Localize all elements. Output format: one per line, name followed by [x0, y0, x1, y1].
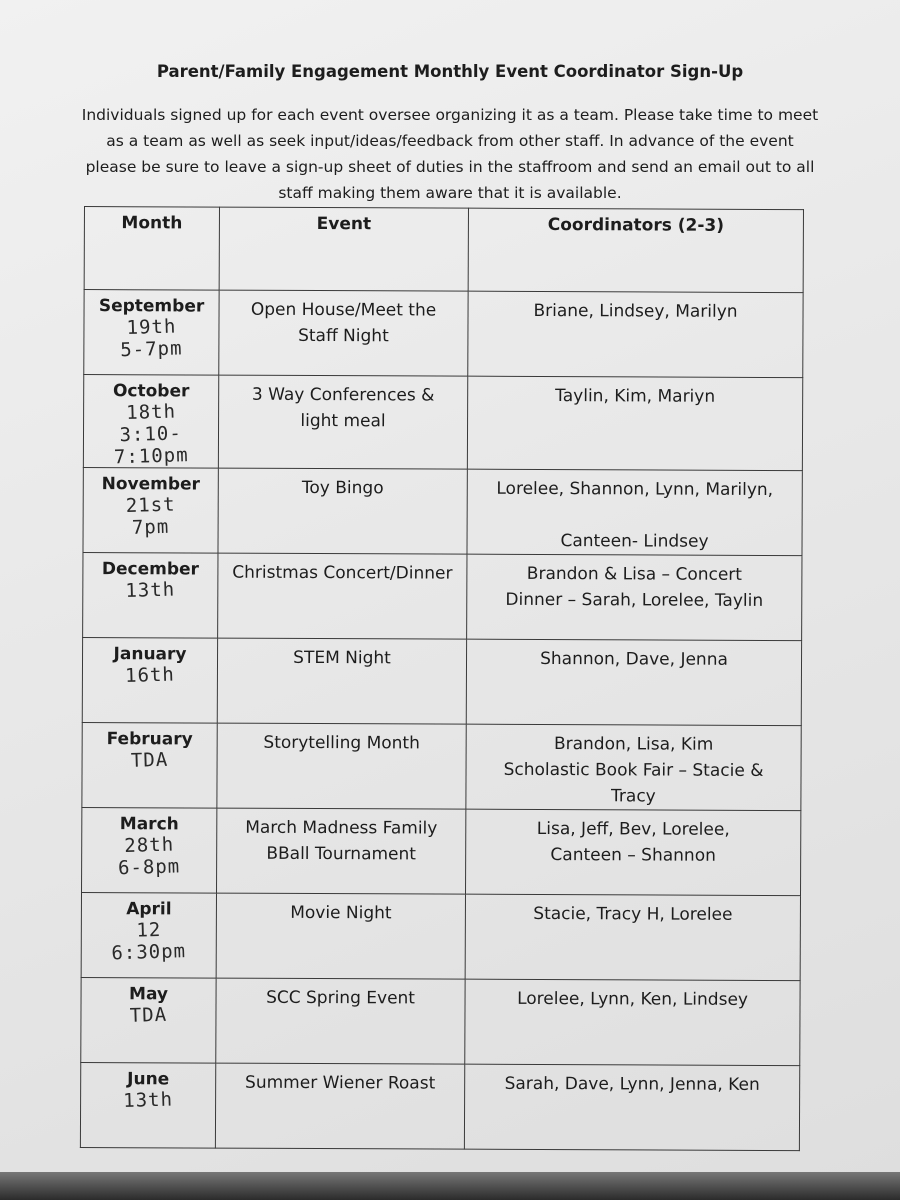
coordinators-line-2: [467, 672, 801, 699]
document-title: Parent/Family Engagement Monthly Event Coordinator Sign-Up: [156, 62, 744, 81]
event-line-1: Christmas Concert/Dinner: [232, 562, 453, 584]
month-label: April: [126, 899, 172, 920]
coordinators-list: [466, 731, 800, 810]
coordinators-line-2: [468, 409, 802, 436]
month-cell: [83, 375, 218, 469]
coordinators-cell: [467, 469, 802, 555]
month-label: November: [101, 474, 200, 495]
coordinators-cell: [467, 376, 802, 470]
coordinators-cell: [466, 724, 801, 810]
event-line-2: [218, 671, 466, 698]
handwritten-time: [82, 769, 217, 795]
handwritten-date: TDA: [130, 748, 169, 772]
coordinators-line-3: [467, 698, 801, 725]
coordinators-line-1: Brandon, Lisa, Kim: [553, 734, 714, 755]
intro-paragraph: Individuals signed up for each event oversee organizing it as a team. Please take time to meet as a team as well as seek input/ideas/feedback from other staff. In advance of the event please be sure to leave a sign-up sheet of duties in the staffroom and send an email out to all staff making them aware that it is available.: [81, 106, 819, 202]
coordinators-line-3: Tracy: [611, 786, 656, 807]
event-cell: [215, 1063, 464, 1149]
table-header-row: [84, 207, 803, 293]
table-row: [82, 722, 801, 810]
event-cell: [216, 893, 465, 979]
month-label: January: [113, 644, 187, 665]
month-label: February: [106, 729, 193, 750]
month-cell: [82, 807, 217, 893]
handwritten-time: [81, 1024, 216, 1050]
handwritten-date: 19th: [126, 315, 177, 340]
event-cell: [218, 468, 467, 554]
event-cell: [219, 290, 468, 376]
event-line-2: [217, 926, 465, 953]
coordinators-line-3: [466, 868, 800, 895]
handwritten-time: [83, 599, 218, 625]
month-label: September: [98, 296, 205, 317]
month-cell: [80, 1062, 215, 1148]
event-cell: [217, 723, 466, 809]
handwritten-time: 5-7pm: [119, 337, 183, 362]
handwritten-time: 6-8pm: [117, 855, 181, 880]
event-name: [219, 297, 467, 350]
event-cell: [216, 978, 465, 1064]
month-cell: [81, 892, 216, 978]
event-name: [218, 645, 466, 698]
event-line-2: BBall Tournament: [266, 843, 417, 865]
event-line-1: Summer Wiener Roast: [245, 1072, 436, 1094]
handwritten-date: 21st: [125, 493, 176, 518]
handwritten-date: TDA: [129, 1003, 168, 1027]
coordinators-cell: [464, 1064, 799, 1150]
month-label: October: [112, 381, 190, 402]
coordinators-line-3: [468, 350, 802, 377]
coordinators-line-3: [465, 1038, 799, 1065]
coordinators-line-2: [468, 324, 802, 351]
event-name: [216, 1070, 464, 1123]
coordinators-line-3: [465, 1123, 799, 1150]
handwritten-time: [81, 1109, 216, 1135]
month-cell: [83, 552, 218, 638]
table-row: [81, 977, 800, 1065]
event-line-1: Toy Bingo: [301, 477, 384, 499]
month-cell: [81, 977, 216, 1063]
table-row: [83, 375, 802, 471]
coordinators-line-1: Lorelee, Shannon, Lynn, Marilyn,: [496, 478, 774, 501]
table-row: [80, 1062, 799, 1150]
coordinators-cell: [466, 809, 801, 895]
event-line-1: Movie Night: [290, 902, 392, 924]
coordinators-line-2: Dinner – Sarah, Lorelee, Taylin: [505, 589, 764, 611]
event-line-1: March Madness Family: [245, 817, 438, 839]
event-table: [80, 206, 804, 1151]
handwritten-date: 13th: [122, 1088, 174, 1113]
event-line-1: Open House/Meet the: [250, 299, 437, 321]
coordinators-line-2: Canteen – Shannon: [550, 845, 716, 866]
handwritten-time: 3:10-7:10pm: [113, 422, 189, 469]
event-line-2: light meal: [300, 410, 386, 432]
handwritten-time: 6:30pm: [111, 940, 187, 965]
event-line-2: [216, 1011, 464, 1038]
event-name: [219, 475, 467, 528]
coordinators-line-2: Scholastic Book Fair – Stacie &: [503, 759, 764, 781]
coordinators-list: [465, 986, 799, 1065]
table-row: [83, 552, 802, 640]
coordinators-line-1: Stacie, Tracy H, Lorelee: [533, 903, 733, 925]
event-name: [219, 382, 467, 435]
coordinators-line-1: Lorelee, Lynn, Ken, Lindsey: [517, 988, 749, 1010]
coordinators-line-3: [466, 953, 800, 980]
header-coordinators: Coordinators (2-3): [468, 208, 803, 292]
coordinators-cell: [467, 554, 802, 640]
table-surface: [0, 1172, 900, 1200]
coordinators-list: [468, 298, 802, 377]
event-cell: [217, 808, 466, 894]
header-event: Event: [219, 207, 468, 291]
table-row: [84, 290, 803, 378]
coordinators-list: [467, 561, 801, 640]
handwritten-time: 7pm: [131, 515, 170, 539]
event-cell: [218, 553, 467, 639]
event-cell: [217, 638, 466, 724]
handwritten-date: 12: [136, 918, 162, 942]
month-label: March: [119, 814, 179, 835]
handwritten-time: [83, 684, 218, 710]
event-line-1: STEM Night: [293, 647, 391, 669]
coordinators-list: [466, 816, 800, 895]
event-name: [216, 985, 464, 1038]
month-label: June: [127, 1069, 170, 1090]
event-line-1: Storytelling Month: [263, 732, 420, 754]
handwritten-date: 28th: [123, 833, 175, 858]
coordinators-line-1: Shannon, Dave, Jenna: [540, 648, 728, 670]
handwritten-date: 18th: [125, 400, 177, 425]
event-line-2: [216, 1096, 464, 1123]
coordinators-list: [467, 476, 801, 555]
table-row: [82, 807, 801, 895]
event-name: [217, 900, 465, 953]
coordinators-line-3: Canteen- Lindsey: [560, 531, 709, 552]
month-cell: [83, 467, 218, 553]
coordinators-line-1: Taylin, Kim, Mariyn: [555, 386, 716, 407]
coordinators-line-3: [467, 613, 801, 640]
coordinators-list: [467, 646, 801, 725]
month-cell: [82, 637, 217, 723]
month-cell: [84, 290, 219, 376]
coordinators-list: [468, 383, 802, 462]
handwritten-date: 13th: [125, 578, 176, 603]
table-row: [82, 637, 801, 725]
coordinators-line-1: Lisa, Jeff, Bev, Lorelee,: [536, 818, 730, 840]
coordinators-line-2: [465, 1097, 799, 1124]
coordinators-list: [466, 901, 800, 980]
coordinators-cell: [465, 979, 800, 1065]
coordinators-line-1: Briane, Lindsey, Marilyn: [533, 300, 738, 322]
coordinators-line-1: Sarah, Dave, Lynn, Jenna, Ken: [504, 1073, 760, 1095]
table-row: [81, 892, 800, 980]
coordinators-line-2: [466, 927, 800, 954]
coordinators-line-2: [468, 502, 802, 529]
coordinators-line-3: [468, 435, 802, 462]
event-name: [217, 730, 465, 783]
coordinators-cell: [465, 894, 800, 980]
event-line-1: 3 Way Conferences &: [251, 384, 435, 406]
coordinators-line-2: [465, 1012, 799, 1039]
coordinators-cell: [466, 639, 801, 725]
event-cell: [218, 375, 467, 469]
coordinators-cell: [468, 291, 803, 377]
event-line-2: [217, 756, 465, 783]
month-label: May: [129, 984, 169, 1005]
event-line-2: Staff Night: [298, 325, 389, 347]
coordinators-list: [465, 1071, 799, 1150]
table-row: [83, 467, 802, 555]
event-name: [218, 560, 466, 613]
header-month: Month: [84, 207, 219, 291]
month-label: December: [101, 559, 199, 580]
event-line-2: [218, 586, 466, 613]
coordinators-line-1: Brandon & Lisa – Concert: [526, 563, 743, 585]
event-line-2: [219, 501, 467, 528]
handwritten-date: 16th: [124, 663, 176, 688]
event-name: [217, 815, 465, 868]
event-line-1: SCC Spring Event: [266, 987, 416, 1009]
month-cell: [82, 722, 217, 808]
